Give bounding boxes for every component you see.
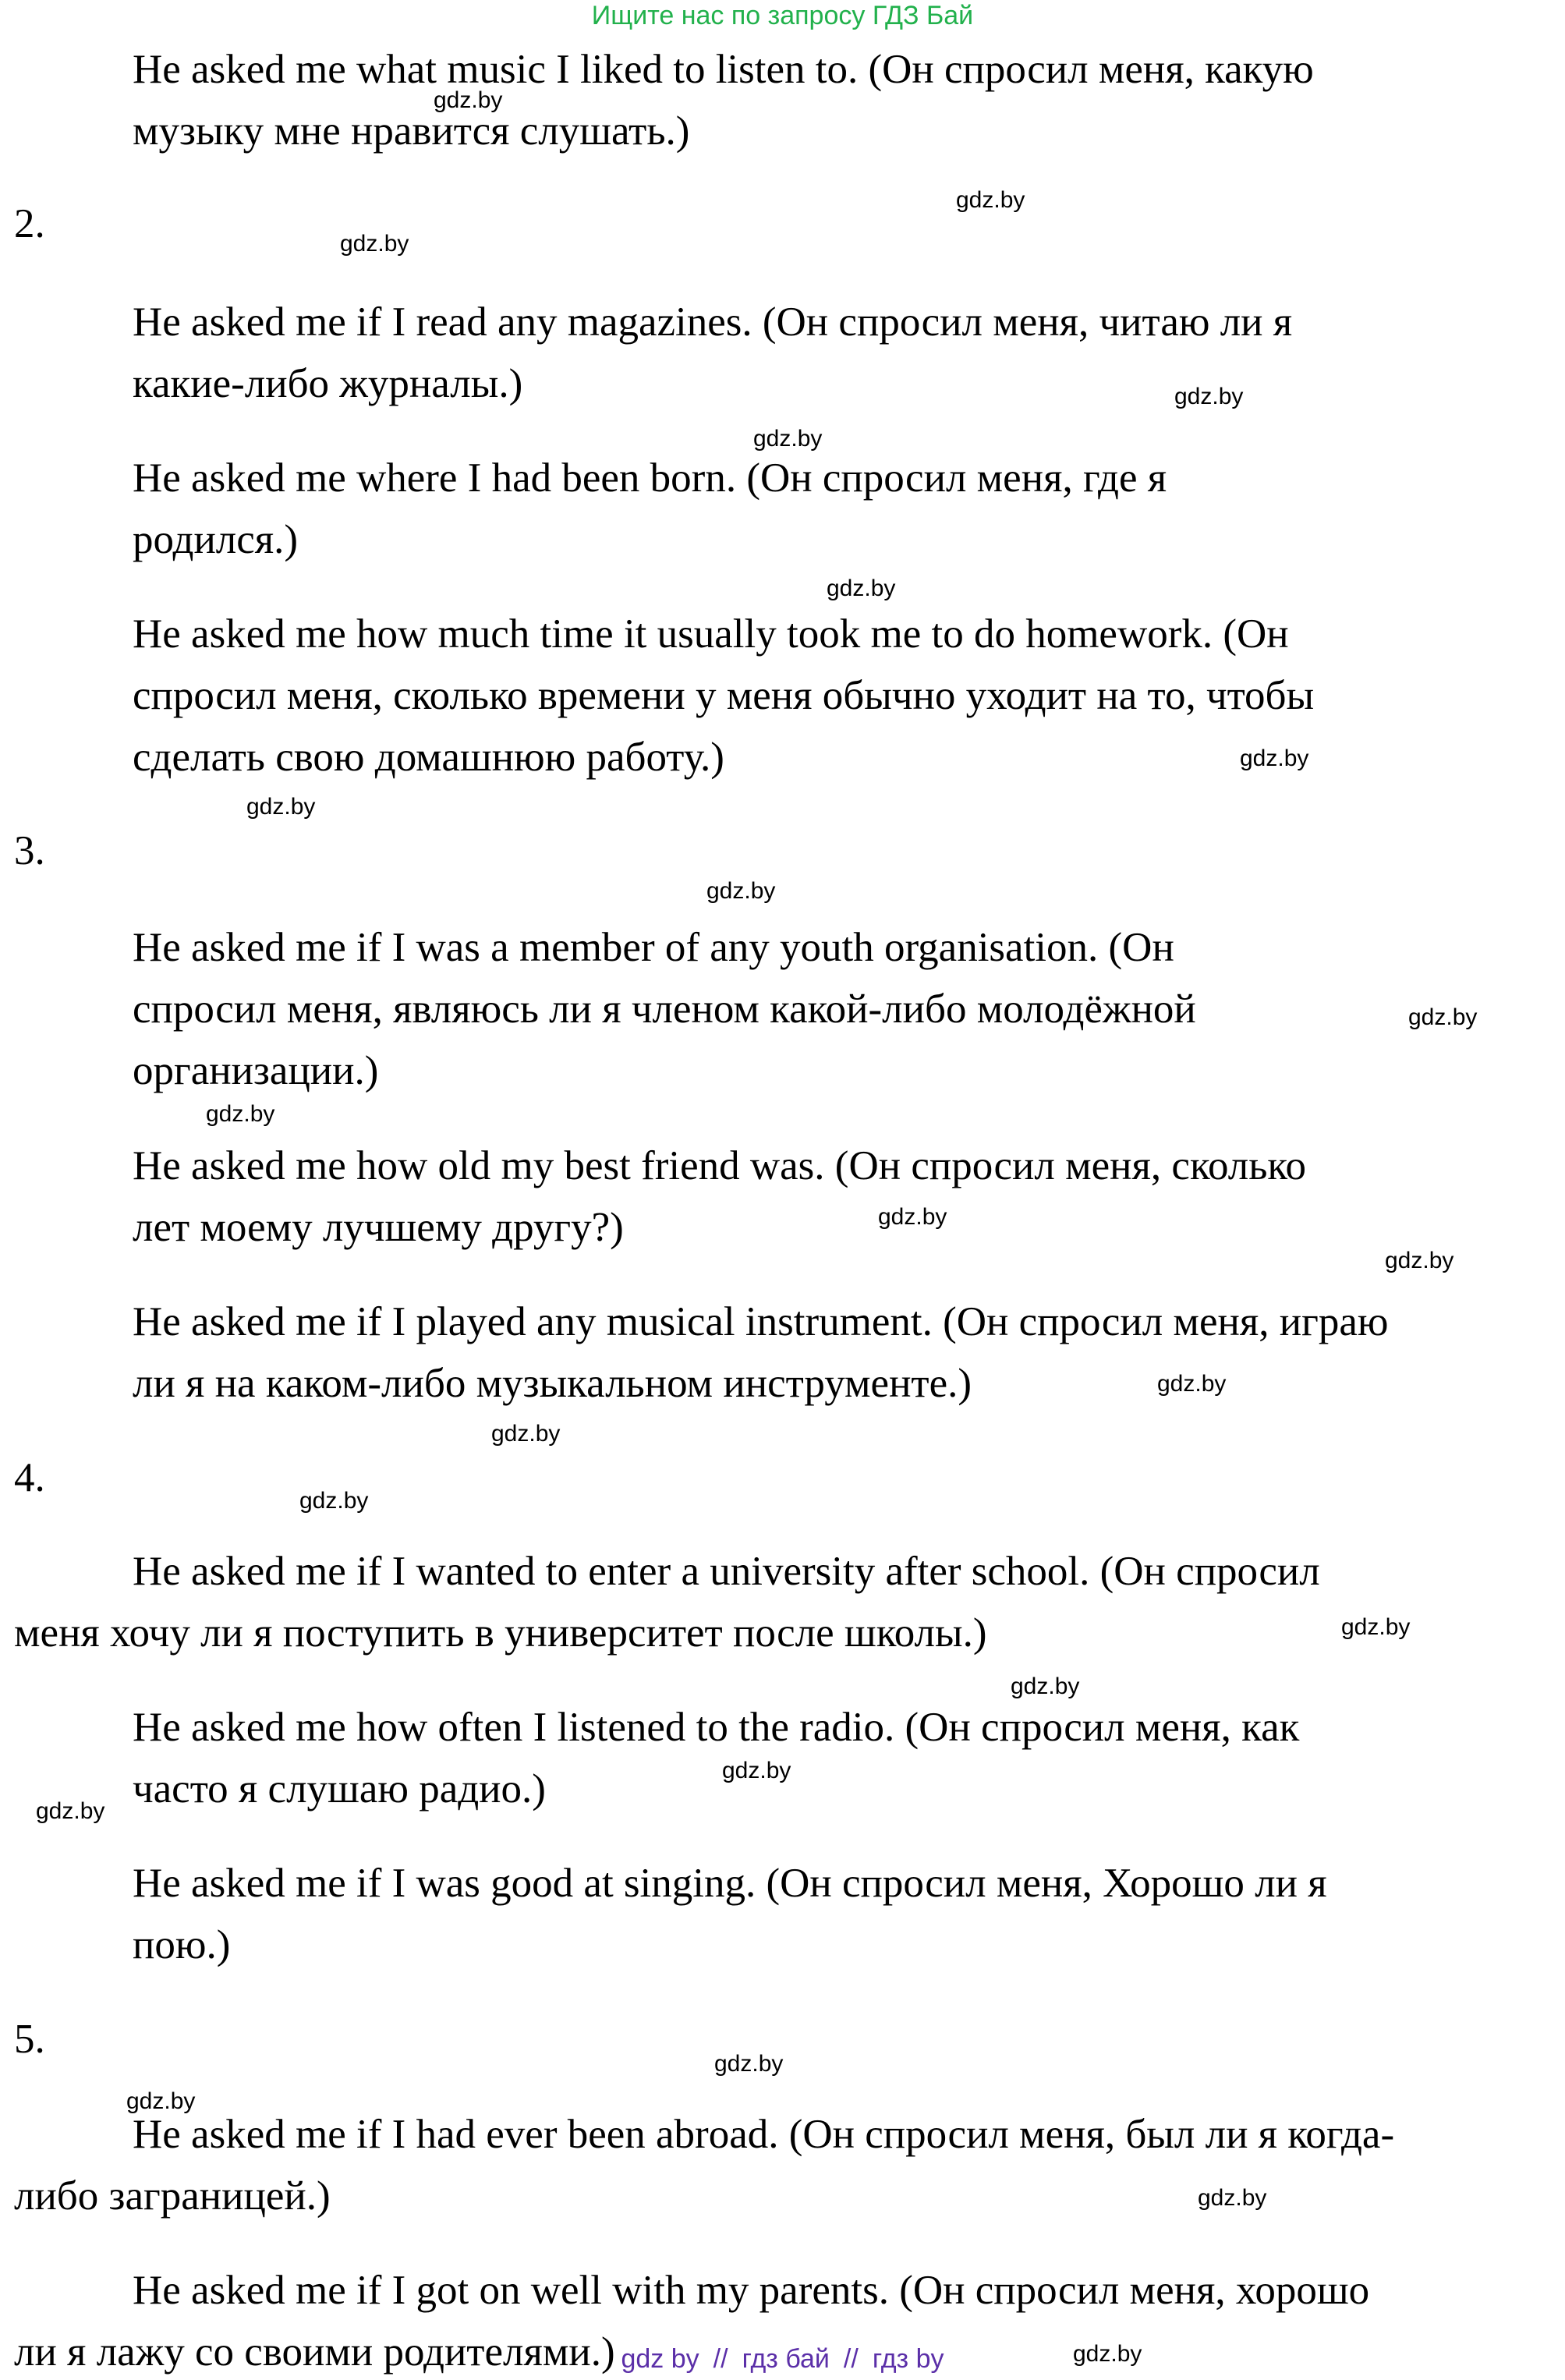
watermark: gdz.by: [206, 1101, 275, 1127]
text-line: ли я лажу со своими родителями.): [14, 2329, 615, 2375]
watermark: gdz.by: [1157, 1371, 1227, 1397]
text-line: родился.): [133, 517, 299, 562]
watermark: gdz.by: [1240, 746, 1309, 771]
watermark: gdz.by: [878, 1204, 947, 1230]
text-line: музыку мне нравится слушать.): [133, 108, 690, 154]
text-line: He asked me how much time it usually took me to do homework. (Он: [133, 611, 1289, 657]
text-line: меня хочу ли я поступить в университет после школы.): [14, 1610, 987, 1656]
text-line: часто я слушаю радио.): [133, 1766, 546, 1812]
header-search-link[interactable]: Ищите нас по запросу ГДЗ Бай: [591, 1, 974, 30]
item-number-2: 2.: [14, 201, 45, 246]
text-line: He asked me how often I listened to the radio. (Он спросил меня, как: [133, 1705, 1300, 1750]
watermark: gdz.by: [126, 2088, 196, 2114]
footer-separator: //: [713, 2344, 728, 2374]
answer-paragraph: [133, 917, 1196, 1102]
text-line: He asked me how old my best friend was. (Он спросил меня, сколько: [133, 1143, 1306, 1188]
watermark: gdz.by: [706, 878, 776, 904]
footer-link-gdz-by-cyr[interactable]: гдз by: [872, 2344, 944, 2374]
text-line: спросил меня, сколько времени у меня обычно уходит на то, чтобы: [133, 673, 1315, 718]
text-line: He asked me if I was good at singing. (Он спросил меня, Хорошо ли я: [133, 1861, 1327, 1906]
watermark: gdz.by: [491, 1421, 561, 1447]
watermark: gdz.by: [1198, 2185, 1267, 2211]
answer-paragraph: [14, 2104, 1394, 2227]
text-line: He asked me where I had been born. (Он спросил меня, где я: [133, 455, 1167, 501]
watermark: gdz.by: [1385, 1248, 1454, 1273]
watermark: gdz.by: [1408, 1004, 1478, 1030]
answer-paragraph: [133, 604, 1314, 788]
answer-paragraph: [133, 1853, 1327, 1976]
text-line: He asked me if I had ever been abroad. (Он спросил меня, был ли я когда-: [133, 2112, 1395, 2157]
watermark: gdz.by: [722, 1758, 791, 1783]
answer-paragraph: [133, 448, 1167, 571]
watermark: gdz.by: [753, 426, 823, 452]
watermark: gdz.by: [714, 2051, 784, 2077]
text-line: He asked me if I played any musical instrument. (Он спросил меня, играю: [133, 1299, 1389, 1344]
text-line: He asked me if I read any magazines. (Он спросил меня, читаю ли я: [133, 299, 1293, 345]
text-line: пою.): [133, 1922, 231, 1967]
footer-link-gdz-bai[interactable]: гдз бай: [742, 2344, 830, 2374]
watermark: gdz.by: [1073, 2341, 1142, 2367]
text-line: либо заграницей.): [14, 2173, 331, 2219]
answer-paragraph: [133, 1135, 1306, 1259]
text-line: какие-либо журналы.): [133, 361, 523, 406]
watermark: gdz.by: [827, 576, 896, 601]
text-line: организации.): [133, 1048, 379, 1093]
text-line: ли я на каком-либо музыкальном инструменте.): [133, 1361, 972, 1406]
footer-links: [0, 2343, 1565, 2375]
text-line: сделать свою домашнюю работу.): [133, 735, 724, 780]
text-line: He asked me if I wanted to enter a university after school. (Он спросил: [133, 1549, 1320, 1594]
text-line: спросил меня, являюсь ли я членом какой-либо молодёжной: [133, 986, 1196, 1032]
watermark: gdz.by: [340, 231, 409, 257]
answer-paragraph: [14, 1541, 1320, 1664]
watermark: gdz.by: [36, 1798, 105, 1824]
text-line: He asked me what music I liked to listen to. (Он спросил меня, какую: [133, 47, 1314, 92]
watermark: gdz.by: [1341, 1614, 1411, 1640]
watermark: gdz.by: [246, 794, 316, 820]
watermark: gdz.by: [1174, 384, 1244, 409]
text-line: He asked me if I was a member of any youth organisation. (Он: [133, 925, 1174, 970]
answer-paragraph: [133, 1697, 1299, 1820]
footer-separator: //: [843, 2344, 859, 2374]
text-line: лет моему лучшему другу?): [133, 1205, 624, 1250]
watermark: gdz.by: [956, 187, 1025, 213]
watermark: gdz.by: [1011, 1673, 1080, 1699]
item-number-4: 4.: [14, 1455, 45, 1500]
text-line: He asked me if I got on well with my parents. (Он спросил меня, хорошо: [133, 2268, 1370, 2313]
item-number-3: 3.: [14, 828, 45, 873]
watermark: gdz.by: [434, 87, 503, 113]
footer-link-gdz-by[interactable]: gdz by: [621, 2344, 699, 2374]
answer-paragraph: [133, 39, 1314, 162]
watermark: gdz.by: [299, 1488, 369, 1514]
item-number-5: 5.: [14, 2017, 45, 2062]
answer-paragraph: [133, 292, 1292, 415]
